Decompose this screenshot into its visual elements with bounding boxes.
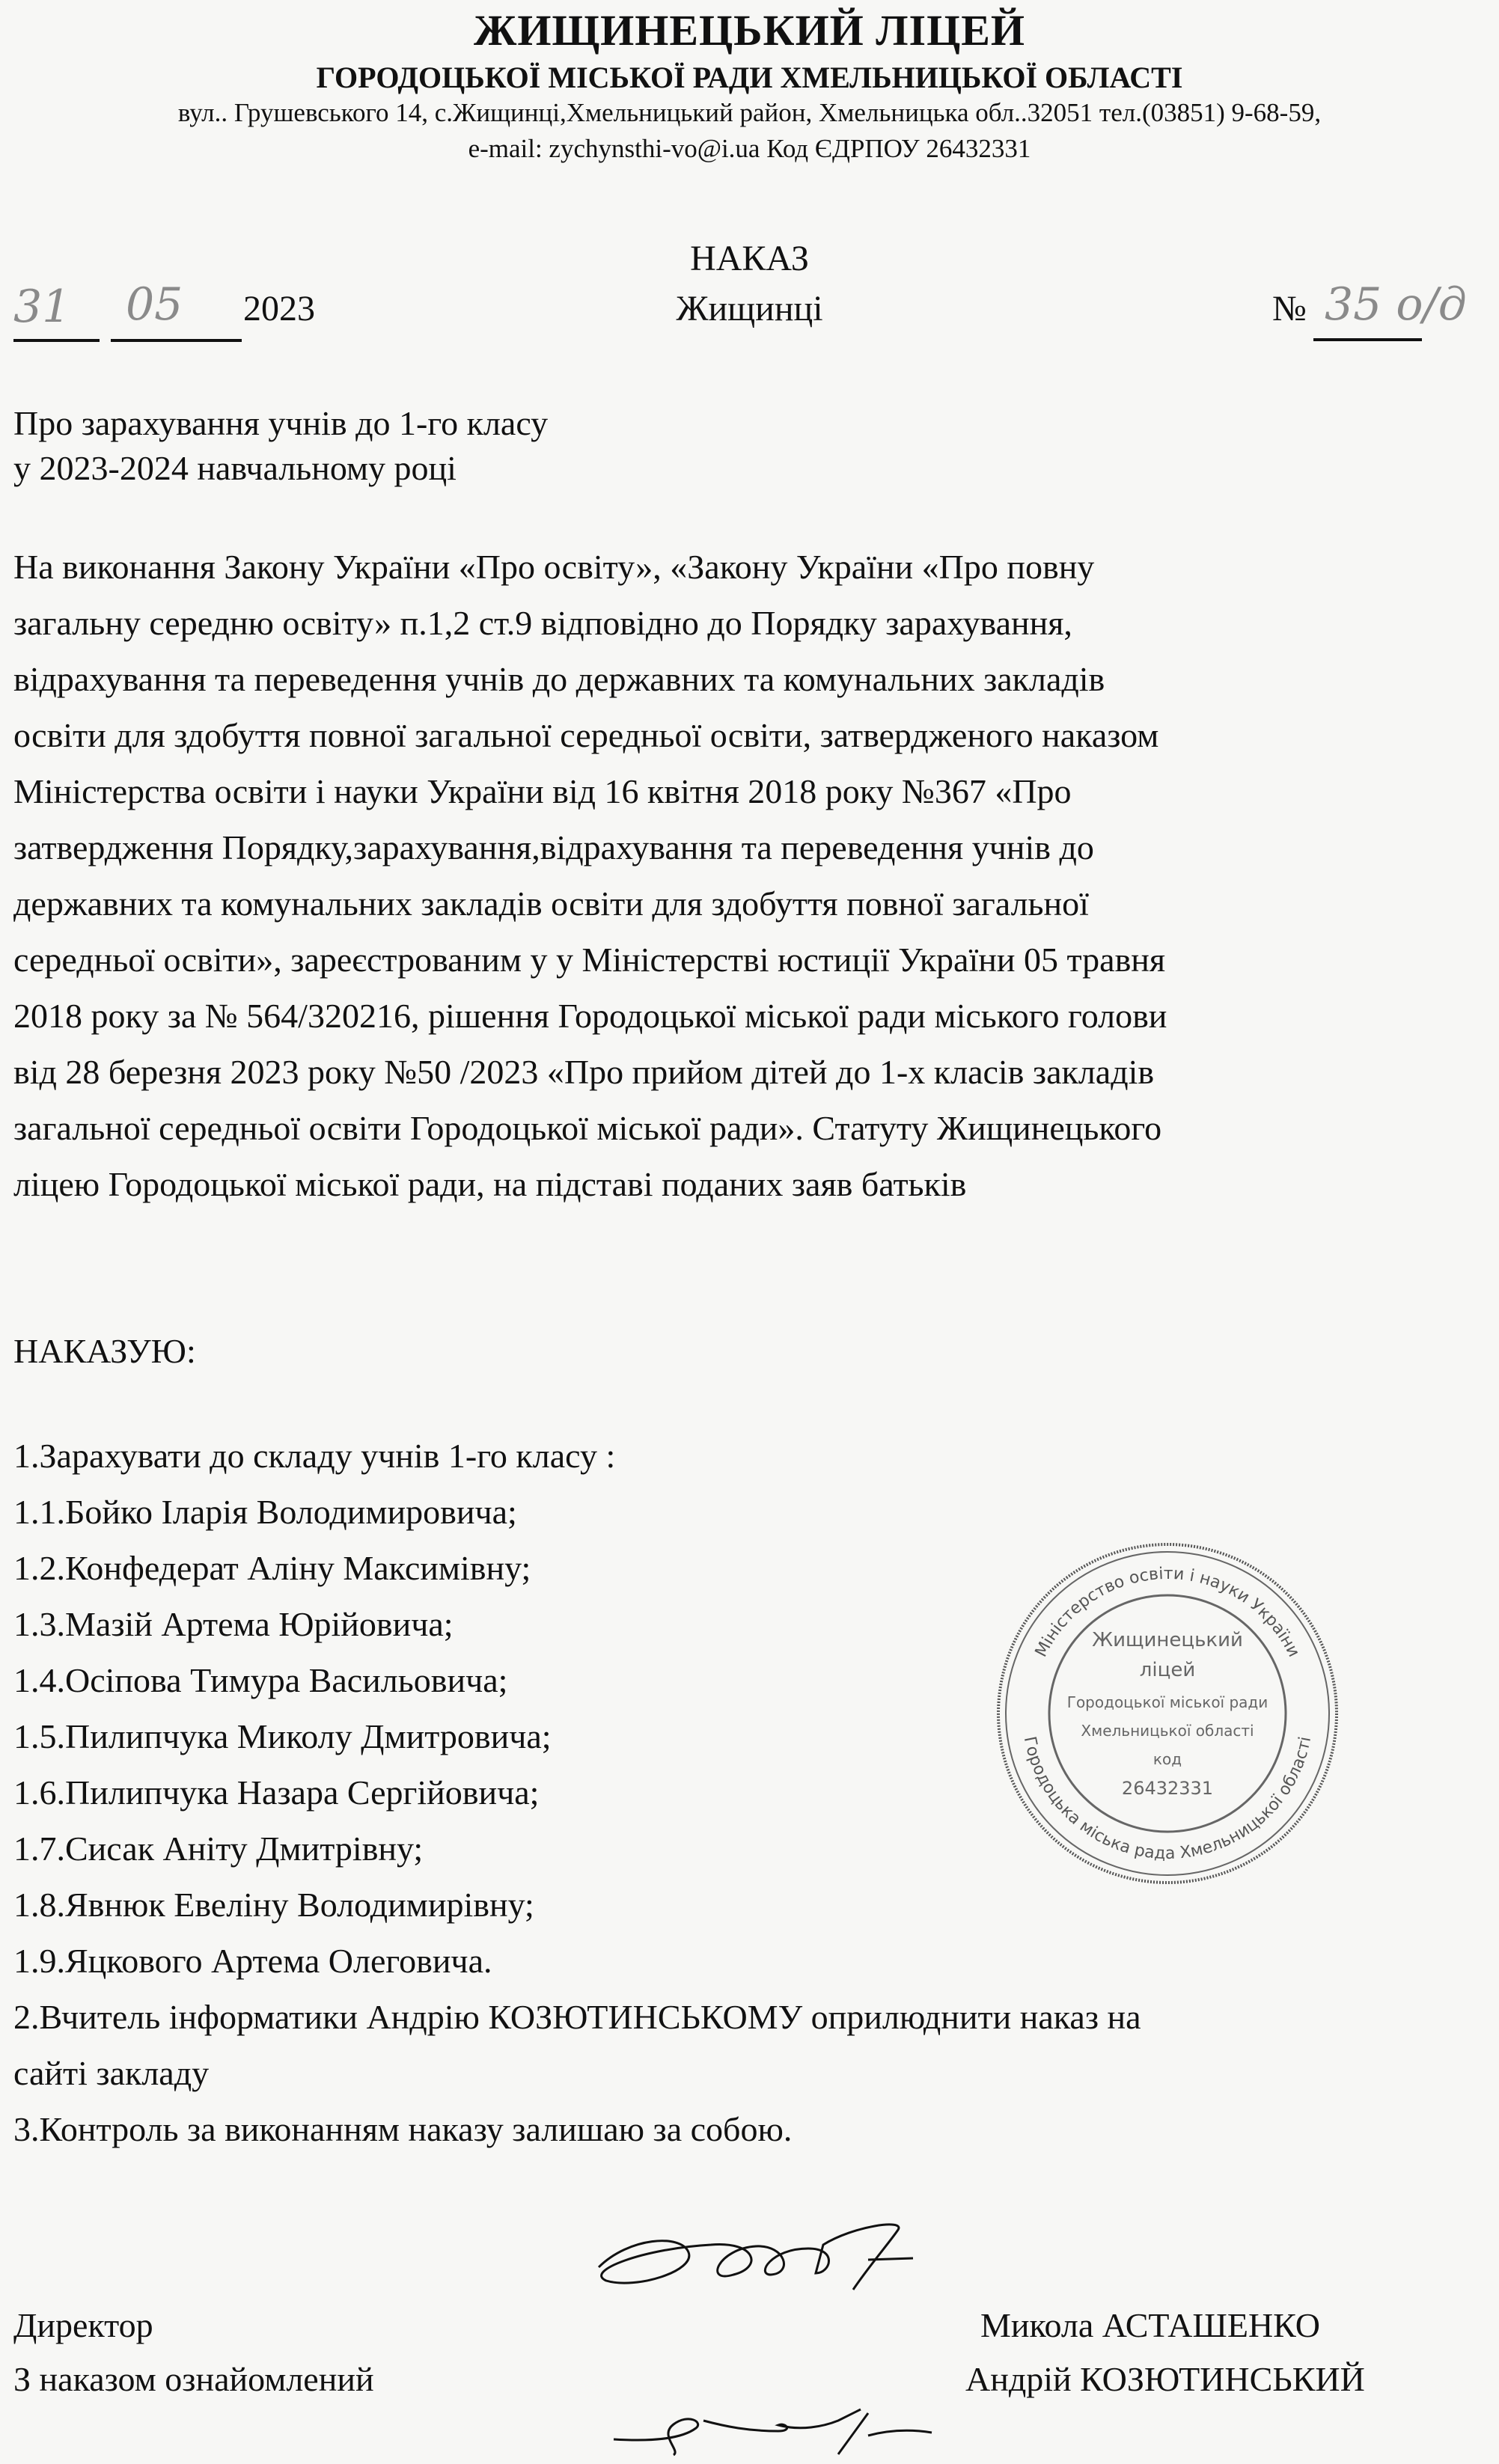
date-month-handwritten: 05 (126, 278, 183, 331)
svg-text:Хмельницької області: Хмельницької області (1081, 1722, 1254, 1740)
preamble-line: загальну середню освіту» п.1,2 ст.9 відповідно до Порядку зарахування, (13, 604, 1072, 642)
authority-name: ГОРОДОЦЬКОЇ МІСЬКОЇ РАДИ ХМЕЛЬНИЦЬКОЇ ОБЛАСТІ (316, 61, 1183, 94)
subject-line: Про зарахування учнів до 1-го класу (13, 404, 549, 442)
date-year: 2023 (243, 289, 315, 328)
preamble-line: ліцею Городоцької міської ради, на підставі поданих заяв батьків (13, 1165, 967, 1203)
director-name: Микола АСТАШЕНКО (980, 2306, 1320, 2344)
address-line: вул.. Грушевського 14, с.Жищинці,Хмельницький район, Хмельницька обл..32051 тел.(03851) 9-68-59, (177, 98, 1322, 127)
preamble-line: затвердження Порядку,зарахування,відрахування та переведення учнів до (13, 828, 1094, 866)
director-signature (584, 2215, 935, 2297)
order-item: 1.6.Пилипчука Назара Сергійовича; (13, 1773, 540, 1812)
order-place: Жищинці (676, 289, 823, 328)
email-code-line: e-mail: zychynsthi-vo@i.ua Код ЄДРПОУ 26432331 (468, 134, 1031, 163)
order-item: 1.8.Явнюк Евеліну Володимирівну; (13, 1886, 534, 1924)
date-day-underline (13, 339, 100, 342)
preamble-line: загальної середньої освіти Городоцької міської ради». Статуту Жищинецького (13, 1109, 1162, 1147)
preamble-line: Міністерства освіти і науки України від 16 квітня 2018 року №367 «Про (13, 772, 1072, 810)
acknowledged-signature (584, 2406, 935, 2458)
order-item: 1.9.Яцкового Артема Олеговича. (13, 1942, 492, 1980)
order-type: НАКАЗ (690, 239, 809, 278)
date-month-underline (111, 339, 242, 342)
preamble-line: На виконання Закону України «Про освіту», «Закону України «Про повну (13, 548, 1095, 586)
order-item: 1.3.Мазій Артема Юрійовича; (13, 1605, 454, 1643)
subject-line: у 2023-2024 навчальному році (13, 449, 457, 487)
order-item: 2.Вчитель інформатики Андрію КОЗЮТИНСЬКОМУ оприлюднити наказ на (13, 1998, 1141, 2036)
svg-text:код: код (1153, 1750, 1182, 1768)
decree-word: НАКАЗУЮ: (13, 1332, 196, 1370)
date-day-handwritten: 31 (13, 281, 71, 333)
official-stamp (995, 1541, 1340, 1886)
order-item: 1.Зарахувати до складу учнів 1-го класу : (13, 1437, 616, 1475)
order-item: 1.7.Сисак Аніту Дмитрівну; (13, 1829, 424, 1868)
order-item: 1.4.Осіпова Тимура Васильовича; (13, 1661, 508, 1699)
svg-text:Городоцької міської ради: Городоцької міської ради (1066, 1693, 1268, 1711)
order-item: 1.5.Пилипчука Миколу Дмитровича; (13, 1717, 552, 1755)
svg-text:26432331: 26432331 (1121, 1778, 1214, 1799)
stamp-outer-top: Міністерство освіти і науки України (1031, 1564, 1304, 1660)
preamble-line: середньої освіти», зареєстрованим у у Міністерстві юстиції України 05 травня (13, 941, 1166, 979)
preamble-line: 2018 року за № 564/320216, рішення Городоцької міської ради міського голови (13, 997, 1167, 1035)
acknowledged-name: Андрій КОЗЮТИНСЬКИЙ (965, 2360, 1365, 2398)
stamp-outer-bottom: Городоцька міська рада Хмельницької області (1019, 1734, 1316, 1864)
order-number-underline (1313, 338, 1422, 341)
director-label: Директор (13, 2306, 153, 2344)
acknowledged-label: З наказом ознайомлений (13, 2360, 374, 2398)
preamble-line: освіти для здобуття повної загальної середньої освіти, затвердженого наказом (13, 716, 1159, 754)
order-item: сайті закладу (13, 2054, 210, 2092)
order-item: 1.2.Конфедерат Аліну Максимівну; (13, 1549, 531, 1587)
order-item: 3.Контроль за виконанням наказу залишаю за собою. (13, 2110, 793, 2148)
preamble-line: відрахування та переведення учнів до державних та комунальних закладів (13, 660, 1105, 698)
institution-name: ЖИЩИНЕЦЬКИЙ ЛІЦЕЙ (473, 6, 1025, 55)
order-number-handwritten: 35 о/д (1325, 278, 1467, 331)
svg-text:ліцей: ліцей (1139, 1659, 1196, 1681)
preamble-line: державних та комунальних закладів освіти для здобуття повної загальної (13, 884, 1089, 923)
order-item: 1.1.Бойко Іларія Володимировича; (13, 1493, 517, 1531)
preamble-line: від 28 березня 2023 року №50 /2023 «Про прийом дітей до 1-х класів закладів (13, 1053, 1155, 1091)
svg-text:Жищинецький: Жищинецький (1092, 1629, 1243, 1651)
order-number-sign: № (1272, 289, 1307, 328)
